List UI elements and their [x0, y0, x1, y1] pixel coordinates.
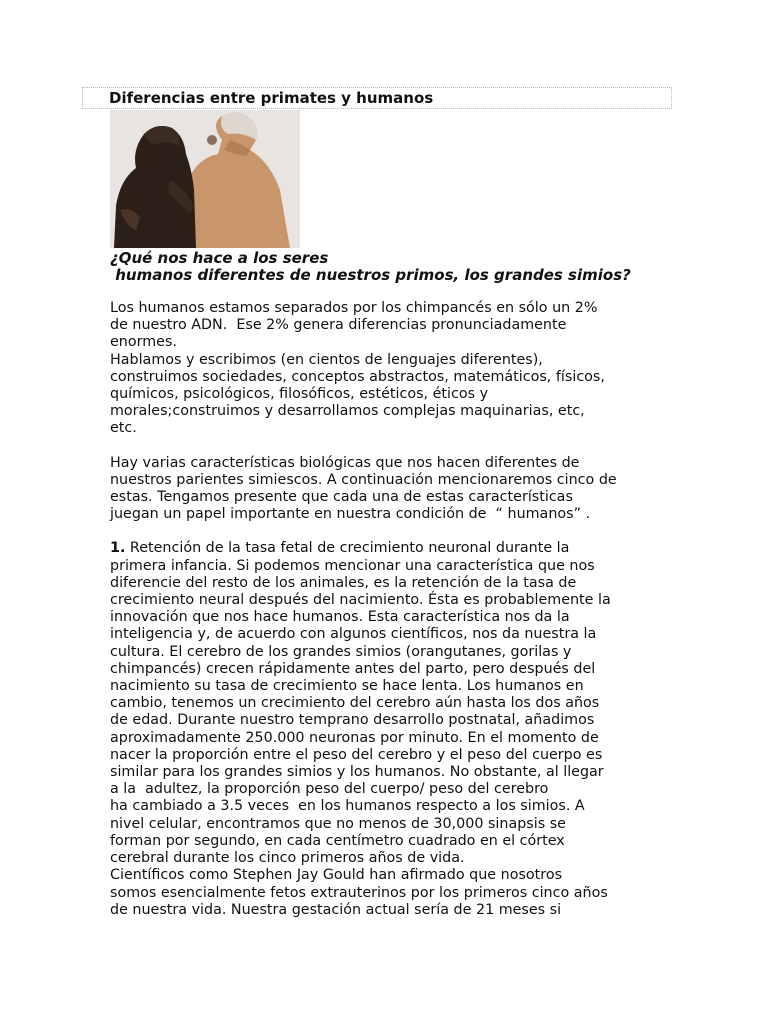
question-heading [110, 250, 670, 284]
text-line: chimpancés) crecen rápidamente antes del parto, pero después del [110, 660, 596, 677]
question-line: humanos diferentes de nuestros primos, los grandes simios? [110, 266, 631, 284]
text-line: estas. Tengamos presente que cada una de estas características [110, 489, 573, 506]
title-bar [82, 87, 672, 109]
text-line: Científicos como Stephen Jay Gould han afirmado que nosotros [110, 867, 563, 884]
text-line: nacimiento su tasa de crecimiento se hace lenta. Los humanos en [110, 678, 584, 695]
text-line: de edad. Durante nuestro temprano desarrollo postnatal, añadimos [110, 712, 595, 729]
text-line: cerebral durante los cinco primeros años de vida. [110, 850, 465, 867]
section-number: 1. [110, 540, 126, 557]
text-line: innovación que nos hace humanos. Esta característica nos da la [110, 609, 570, 626]
text-line: Hablamos y escribimos (en cientos de lenguajes diferentes), [110, 351, 543, 368]
text-line: nivel celular, encontramos que no menos de 30,000 sinapsis se [110, 815, 566, 832]
page-title: Diferencias entre primates y humanos [109, 89, 434, 107]
text-line: nacer la proporción entre el peso del cerebro y el peso del cuerpo es [110, 746, 603, 763]
text-line: a la adultez, la proporción peso del cuerpo/ peso del cerebro [110, 781, 549, 798]
text-line [110, 540, 670, 557]
text-line: morales;construimos y desarrollamos complejas maquinarias, etc, [110, 403, 585, 420]
text-line: forman por segundo, en cada centímetro cuadrado en el córtex [110, 832, 565, 849]
question-line: ¿Qué nos hace a los seres [110, 249, 329, 267]
text-line: aproximadamente 250.000 neuronas por minuto. En el momento de [110, 729, 599, 746]
text-line: juegan un papel importante en nuestra condición de “ humanos” . [110, 506, 591, 523]
text-line: similar para los grandes simios y los humanos. No obstante, al llegar [110, 764, 604, 781]
text-line: diferencie del resto de los animales, es la retención de la tasa de [110, 574, 577, 591]
text-line: ha cambiado a 3.5 veces en los humanos respecto a los simios. A [110, 798, 585, 815]
section-first-line: Retención de la tasa fetal de crecimiento neuronal durante la [125, 540, 570, 557]
text-line: primera infancia. Si podemos mencionar una característica que nos [110, 557, 595, 574]
text-line: etc. [110, 420, 137, 437]
text-line: nuestros parientes simiescos. A continuación mencionaremos cinco de [110, 471, 617, 488]
text-line: inteligencia y, de acuerdo con algunos científicos, nos da nuestra la [110, 626, 597, 643]
text-line: de nuestra vida. Nuestra gestación actual sería de 21 meses si [110, 901, 562, 918]
text-line: enormes. [110, 334, 177, 351]
text-line: construimos sociedades, conceptos abstractos, matemáticos, físicos, [110, 368, 605, 385]
text-line: cultura. El cerebro de los grandes simios (orangutanes, gorilas y [110, 643, 572, 660]
chimp-and-man-photo [110, 110, 300, 248]
text-line: somos esencialmente fetos extrauterinos por los primeros cinco años [110, 884, 608, 901]
article-body [110, 300, 670, 919]
text-line: crecimiento neural después del nacimiento. Ésta es probablemente la [110, 592, 611, 609]
text-line: Los humanos estamos separados por los chimpancés en sólo un 2% [110, 300, 598, 316]
text-line: químicos, psicológicos, filosóficos, estéticos, éticos y [110, 386, 489, 403]
text-line: Hay varias características biológicas que nos hacen diferentes de [110, 454, 580, 471]
text-line: cambio, tenemos un crecimiento del cerebro aún hasta los dos años [110, 695, 600, 712]
text-line: de nuestro ADN. Ese 2% genera diferencias pronunciadamente [110, 317, 567, 334]
